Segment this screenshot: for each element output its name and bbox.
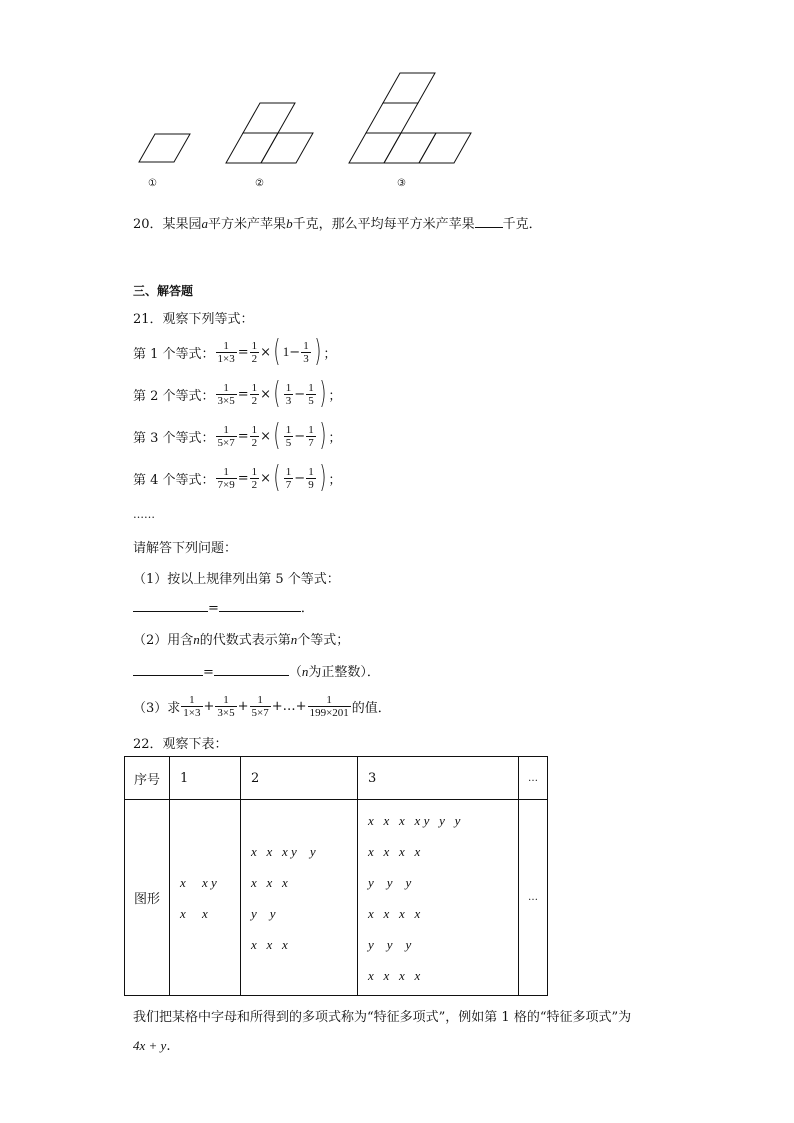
figure1-cell — [139, 134, 190, 162]
header-cell: … — [519, 757, 548, 800]
part-2-answer: = （n为正整数）． — [133, 661, 380, 680]
table-cell-2: x x x y y x x x y y x x x — [241, 800, 358, 996]
figure3-cell — [383, 73, 435, 103]
fraction: $\frac{1}{3}$ — [285, 381, 292, 407]
fraction: $\frac{1}{2}$ — [251, 381, 258, 407]
table-row — [125, 800, 548, 996]
fraction: $\frac{1}{2}$ — [251, 423, 258, 449]
figure3-cell — [349, 133, 401, 163]
fraction: $\frac{1}{3\times 5}$ — [217, 693, 235, 719]
figure-label-3: ③ — [397, 178, 406, 189]
answer-blank[interactable] — [214, 661, 289, 676]
question-22-text: 我们把某格中字母和所得到的多项式称为“特征多项式”，例如第 1 格的“特征多项式”为 — [133, 1010, 632, 1025]
answer-blank[interactable] — [133, 661, 203, 676]
fraction: $\frac{1}{2}$ — [251, 465, 258, 491]
table-cell-more: … — [519, 800, 548, 996]
fraction: $\frac{1}{7}$ — [285, 465, 292, 491]
fraction: $\frac{1}{9}$ — [308, 465, 314, 491]
fraction: $\frac{1}{3\times 5}$ — [217, 381, 235, 407]
fraction: $\frac{1}{199\times 201}$ — [309, 693, 349, 719]
row-label: 图形 — [125, 800, 170, 996]
fraction: $\frac{1}{3}$ — [303, 339, 309, 365]
equation-row: 第 1 个等式： $\frac{1}{1\times 3}$ = $\frac{1}{2}$ × ( 1 − $\frac{1}{3}$ ) ； — [133, 334, 337, 369]
figure-label-2: ② — [255, 178, 264, 189]
table-cell-1: x x y x x — [170, 800, 241, 996]
part-2: （2）用含n的代数式表示第n个等式； — [133, 632, 350, 648]
question-21-intro: 21．观察下列等式： — [133, 312, 254, 327]
table-header-row — [125, 757, 548, 800]
equation-list — [133, 334, 341, 496]
answer-blank[interactable] — [219, 597, 301, 612]
header-cell: 3 — [358, 757, 519, 800]
figure2-cell — [226, 133, 278, 163]
part-3: （3）求 $\frac{1}{1\times 3}$ + $\frac{1}{3\times 5}$ + $\frac{1}{5\times 7}$ + … + $\frac{1}{199\times 201}$ 的值． — [133, 693, 391, 719]
answer-blank[interactable] — [475, 213, 503, 228]
fraction: $\frac{1}{1\times 3}$ — [183, 693, 201, 719]
fraction: $\frac{1}{7\times 9}$ — [217, 465, 235, 491]
figure3-cell — [366, 103, 418, 133]
fraction: $\frac{1}{7}$ — [308, 423, 314, 449]
figure2-cell — [261, 133, 313, 163]
question-22-example: 4x + y. — [133, 1038, 171, 1054]
header-cell: 序号 — [125, 757, 170, 800]
equation-row: 第 2 个等式： $\frac{1}{3\times 5}$ = $\frac{1}{2}$ × ( $\frac{1}{3}$ − $\frac{1}{5}$ ) ； — [133, 376, 342, 411]
header-cell: 1 — [170, 757, 241, 800]
fraction: $\frac{1}{5}$ — [308, 381, 314, 407]
table-cell-3: x x x x y y y x x x x y y y x x x x y y y x x x x — [358, 800, 519, 996]
prompt: 请解答下列问题： — [133, 541, 238, 556]
figure3-cell — [419, 133, 471, 163]
fraction: $\frac{1}{2}$ — [251, 339, 258, 365]
equation-row: 第 3 个等式： $\frac{1}{5\times 7}$ = $\frac{1}{2}$ × ( $\frac{1}{5}$ − $\frac{1}{7}$ ) ； — [133, 418, 342, 453]
observation-table — [124, 756, 548, 996]
fraction: $\frac{1}{5\times 7}$ — [217, 423, 235, 449]
answer-blank[interactable] — [133, 597, 208, 612]
part-1-answer: = ． — [133, 597, 314, 616]
figures-svg — [0, 0, 794, 200]
fraction: $\frac{1}{1\times 3}$ — [217, 339, 235, 365]
ellipsis: …… — [133, 508, 155, 521]
fraction: $\frac{1}{5\times 7}$ — [251, 693, 269, 719]
question-22-intro: 22．观察下表： — [133, 737, 228, 752]
parallelogram-figures — [0, 0, 794, 200]
part-1: （1）按以上规律列出第 5 个等式： — [133, 572, 340, 587]
figure2-cell — [243, 103, 295, 133]
figure3-cell — [384, 133, 436, 163]
section-title: 三、解答题 — [133, 284, 194, 298]
fraction: $\frac{1}{5}$ — [285, 423, 292, 449]
header-cell: 2 — [241, 757, 358, 800]
figure-label-1: ① — [148, 178, 157, 189]
question-20: 20．某果园a平方米产苹果b千克，那么平均每平方米产苹果 千克． — [133, 213, 542, 232]
equation-row: 第 4 个等式： $\frac{1}{7\times 9}$ = $\frac{1}{2}$ × ( $\frac{1}{7}$ − $\frac{1}{9}$ ) ； — [133, 460, 342, 495]
